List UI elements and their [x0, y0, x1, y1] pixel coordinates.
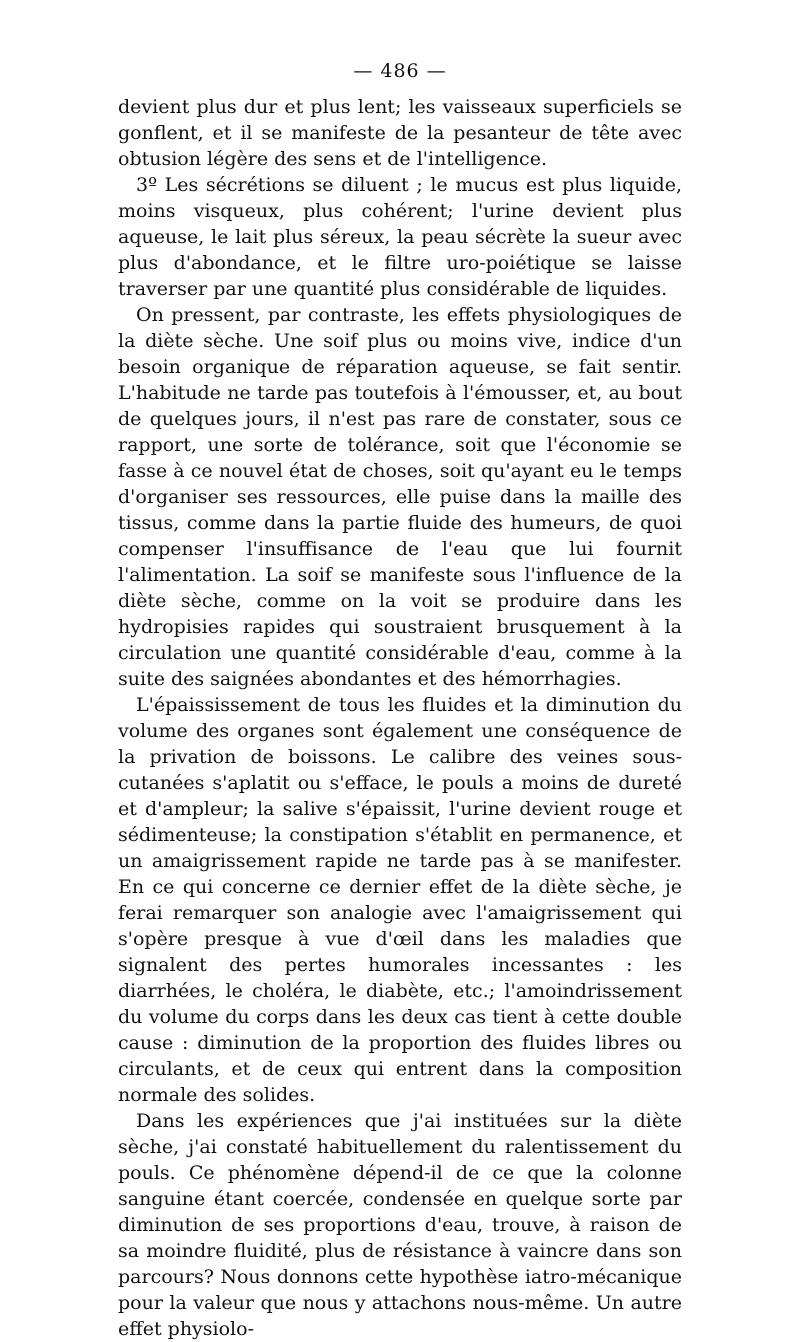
- paragraph-secretions: 3º Les sécrétions se diluent ; le mucus est plus liquide, moins visqueux, plus cohérent; l'urine devient plus aqueuse, le lait plus séreux, la peau sécrète la sueur avec plus d'abondance, et le filtre uro-poiétique se laisse traverser par une quantité plus considérable de liquides.: [118, 174, 682, 300]
- paragraph-experiences: Dans les expériences que j'ai instituées sur la diète sèche, j'ai constaté habituellement du ralentissement du pouls. Ce phénomène dépend-il de ce que la colonne sanguine étant coercée, condensée en quelque sorte par diminution de ses proportions d'eau, trouve, à raison de sa moindre fluidité, plus de résistance à vaincre dans son parcours? Nous donnons cette hypothèse iatro-mécanique pour la valeur que nous y attachons nous-même. Un autre effet physiolo-: [118, 1110, 682, 1340]
- paragraph-continued: devient plus dur et plus lent; les vaisseaux superficiels se gonflent, et il se manifeste de la pesanteur de tête avec obtusion légère des sens et de l'intelligence.: [118, 96, 682, 170]
- book-page: [118, 56, 682, 1342]
- page-number: — 486 —: [353, 60, 447, 82]
- paragraph-epaississement: L'épaississement de tous les fluides et la diminution du volume des organes sont également une conséquence de la privation de boissons. Le calibre des veines sous-cutanées s'aplatit ou s'efface, le pouls a moins de dureté et d'ampleur; la salive s'épaissit, l'urine devient rouge et sédimenteuse; la constipation s'établit en permanence, et un amaigrissement rapide ne tarde pas à se manifester. En ce qui concerne ce dernier effet de la diète sèche, je ferai remarquer son analogie avec l'amaigrissement qui s'opère presque à vue d'œil dans les maladies que signalent des pertes humorales incessantes : les diarrhées, le choléra, le diabète, etc.; l'amoindrissement du volume du corps dans les deux cas tient à cette double cause : diminution de la proportion des fluides libres ou circulants, et de ceux qui entrent dans la composition normale des solides.: [118, 694, 682, 1106]
- paragraph-diete-seche: On pressent, par contraste, les effets physiologiques de la diète sèche. Une soif plus ou moins vive, indice d'un besoin organique de réparation aqueuse, se fait sentir. L'habitude ne tarde pas toutefois à l'émousser, et, au bout de quelques jours, il n'est pas rare de constater, sous ce rapport, une sorte de tolérance, soit que l'économie se fasse à ce nouvel état de choses, soit qu'ayant eu le temps d'organiser ses ressources, elle puise dans la maille des tissus, comme dans la partie fluide des humeurs, de quoi compenser l'insuffisance de l'eau que lui fournit l'alimentation. La soif se manifeste sous l'influence de la diète sèche, comme on la voit se produire dans les hydropisies rapides qui soustraient brusquement à la circulation une quantité considérable d'eau, comme à la suite des saignées abondantes et des hémorrhagies.: [118, 304, 682, 690]
- page-body: [118, 94, 682, 1342]
